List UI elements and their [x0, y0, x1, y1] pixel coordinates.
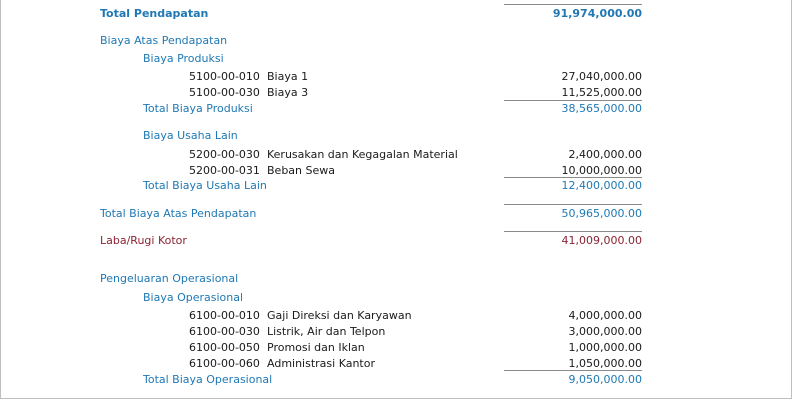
total-biaya-produksi-label: Total Biaya Produksi: [143, 102, 253, 115]
account-amount: 1,050,000.00: [568, 357, 642, 370]
divider-line: [504, 4, 642, 5]
total-pendapatan-amount: 91,974,000.00: [552, 7, 642, 20]
account-code: 6100-00-010: [189, 309, 260, 322]
group-heading-biaya-operasional: Biaya Operasional: [143, 291, 244, 304]
divider-line: [504, 177, 642, 178]
account-name: Promosi dan Iklan: [267, 341, 365, 354]
account-code: 5200-00-030: [189, 148, 260, 161]
total-biaya-usaha-lain-label: Total Biaya Usaha Lain: [143, 179, 267, 192]
account-name: Kerusakan dan Kegagalan Material: [267, 148, 458, 161]
account-name: Gaji Direksi dan Karyawan: [267, 309, 412, 322]
account-code: 6100-00-060: [189, 357, 260, 370]
total-biaya-atas-pendapatan-label: Total Biaya Atas Pendapatan: [100, 207, 257, 220]
total-biaya-operasional-label: Total Biaya Operasional: [143, 373, 273, 386]
account-name: Listrik, Air dan Telpon: [267, 325, 386, 338]
account-amount: 27,040,000.00: [561, 70, 642, 83]
total-biaya-produksi-amount: 38,565,000.00: [561, 102, 642, 115]
total-pendapatan-label: Total Pendapatan: [100, 7, 209, 20]
total-biaya-atas-pendapatan-amount: 50,965,000.00: [561, 207, 642, 220]
account-name: Administrasi Kantor: [267, 357, 376, 370]
account-amount: 3,000,000.00: [568, 325, 642, 338]
account-name: Biaya 1: [267, 70, 309, 83]
group-heading-biaya-produksi: Biaya Produksi: [143, 52, 224, 65]
account-amount: 2,400,000.00: [568, 148, 642, 161]
divider-line: [504, 204, 642, 205]
account-name: Biaya 3: [267, 86, 309, 99]
account-name: Beban Sewa: [267, 164, 335, 177]
group-heading-biaya-usaha-lain: Biaya Usaha Lain: [143, 129, 238, 142]
section-heading-biaya-atas-pendapatan: Biaya Atas Pendapatan: [100, 34, 228, 47]
divider-line: [504, 370, 642, 371]
divider-line: [504, 231, 642, 232]
account-amount: 11,525,000.00: [561, 86, 642, 99]
total-biaya-usaha-lain-amount: 12,400,000.00: [561, 179, 642, 192]
account-amount: 4,000,000.00: [568, 309, 642, 322]
account-amount: 10,000,000.00: [561, 164, 642, 177]
account-code: 5100-00-010: [189, 70, 260, 83]
laba-rugi-kotor-amount: 41,009,000.00: [561, 234, 642, 247]
total-biaya-operasional-amount: 9,050,000.00: [568, 373, 642, 386]
account-code: 6100-00-050: [189, 341, 260, 354]
account-code: 5200-00-031: [189, 164, 260, 177]
account-amount: 1,000,000.00: [568, 341, 642, 354]
section-heading-pengeluaran-operasional: Pengeluaran Operasional: [100, 272, 239, 285]
laba-rugi-kotor-label: Laba/Rugi Kotor: [100, 234, 187, 247]
account-code: 5100-00-030: [189, 86, 260, 99]
divider-line: [504, 100, 642, 101]
account-code: 6100-00-030: [189, 325, 260, 338]
